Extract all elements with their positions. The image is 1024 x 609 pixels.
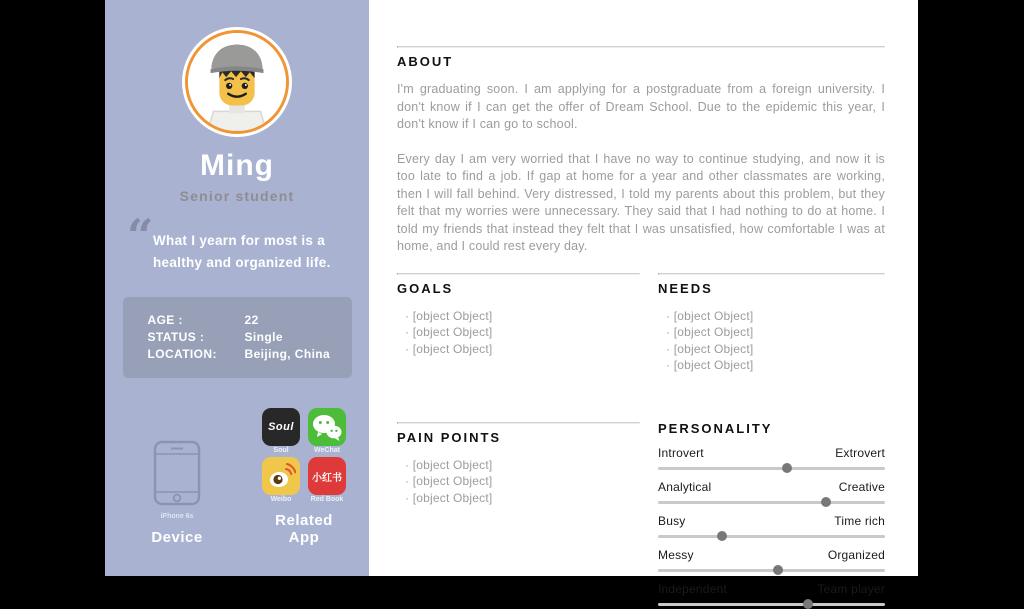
need-item: · [object Object] [666,341,885,358]
device-section [124,440,230,546]
app-redbook [308,457,346,503]
persona-role: Senior student [179,188,295,204]
slider-left-label: Analytical [658,479,712,494]
info-label: STATUS : [147,329,205,344]
info-row [148,312,352,329]
goals-needs-row [397,273,885,374]
section-divider [658,273,885,275]
slider-right-label: Organized [827,547,885,562]
info-value: Beijing, China [244,346,331,361]
about-section [397,46,885,256]
weibo-app-icon [262,457,300,495]
app-wechat [308,408,346,454]
info-value: Single [244,329,283,344]
needs-section [658,273,885,374]
soul-app-icon: Soul [262,408,300,446]
sidebar-bottom [105,408,369,546]
section-divider [397,46,885,48]
goals-title: GOALS [397,280,454,296]
slider-track [658,569,885,572]
slider-dot [782,463,792,473]
section-divider [397,422,640,424]
app-label: WeChat [314,447,340,454]
pain-points-list [397,457,640,507]
info-row [148,346,352,363]
persona-card [105,0,918,596]
pain-points-title: PAIN POINTS [397,429,502,445]
personality-slider [658,480,885,504]
sidebar [105,0,369,576]
slider-left-label: Busy [658,513,686,528]
personality-slider [658,548,885,572]
device-label: Device [151,529,203,546]
slider-left-label: Introvert [658,445,704,460]
app-weibo [262,457,300,503]
slider-dot [821,497,831,507]
personality-sliders [658,446,885,606]
app-label: Soul [273,447,289,454]
pain-point-item: · [object Object] [405,490,640,507]
info-label: AGE : [147,312,183,327]
related-apps-label: Related App [275,512,333,546]
quote-block [127,209,349,275]
app-label: Weibo [270,496,292,503]
slider-left-label: Independent [658,581,727,596]
phone-model: iPhone 6s [160,513,194,520]
info-value: 22 [244,312,259,327]
pain-point-item: · [object Object] [405,457,640,474]
main-content [369,0,918,596]
personality-slider [658,446,885,470]
personality-slider [658,514,885,538]
quote-text: What I yearn for most is a healthy and organized life. [153,233,331,271]
about-title: ABOUT [397,54,454,69]
pain-point-item: · [object Object] [405,473,640,490]
slider-track [658,603,885,606]
persona-name: Ming [200,149,274,182]
quote-mark-icon: “ [127,209,154,263]
info-box [123,297,352,378]
phone-icon [153,440,201,506]
pain-personality-row [397,422,885,606]
need-item: · [object Object] [666,308,885,325]
avatar [185,30,289,134]
section-divider [397,273,640,275]
wechat-app-icon [308,408,346,446]
need-item: · [object Object] [666,324,885,341]
needs-list [658,308,885,374]
redbook-app-icon: 小红书 [308,457,346,495]
personality-title: PERSONALITY [658,420,773,436]
about-paragraph: Every day I am very worried that I have no way to continue studying, and now it is too late to find a job. If gap at home for a year and other classmates are working, then I will fall behind. Very distressed, I told my parents about this problem, but they felt that my worries were unnecessary. They said that I had nothing to do at home. I told my friends that instead they felt that I was unsatisfied, how comfortable I was at home, and I could rest every day. [397,151,885,253]
slider-right-label: Team player [817,581,885,596]
goal-item: · [object Object] [405,324,640,341]
slider-track [658,535,885,538]
slider-right-label: Creative [838,479,885,494]
pain-points-section [397,422,640,606]
apps-grid [258,408,350,503]
slider-right-label: Time rich [834,513,885,528]
slider-dot [773,565,783,575]
needs-title: NEEDS [658,280,713,296]
slider-left-label: Messy [658,547,694,562]
app-label: Red Book [310,496,344,503]
related-apps-section [258,408,350,546]
slider-right-label: Extrovert [835,445,885,460]
app-soul [262,408,300,454]
personality-section [658,415,885,606]
slider-track [658,467,885,470]
lego-figure-icon [188,33,286,131]
info-row [148,329,352,346]
goals-section [397,273,640,374]
goal-item: · [object Object] [405,341,640,358]
goal-item: · [object Object] [405,308,640,325]
personality-slider [658,582,885,606]
slider-dot [717,531,727,541]
goals-list [397,308,640,358]
need-item: · [object Object] [666,357,885,374]
slider-dot [803,599,813,609]
info-label: LOCATION: [147,346,217,361]
about-paragraph: I'm graduating soon. I am applying for a postgraduate from a foreign university. I don't know if I can get the offer of Dream School. Due to the epidemic this year, I don't know if I can go to school. [397,82,885,131]
slider-track [658,501,885,504]
